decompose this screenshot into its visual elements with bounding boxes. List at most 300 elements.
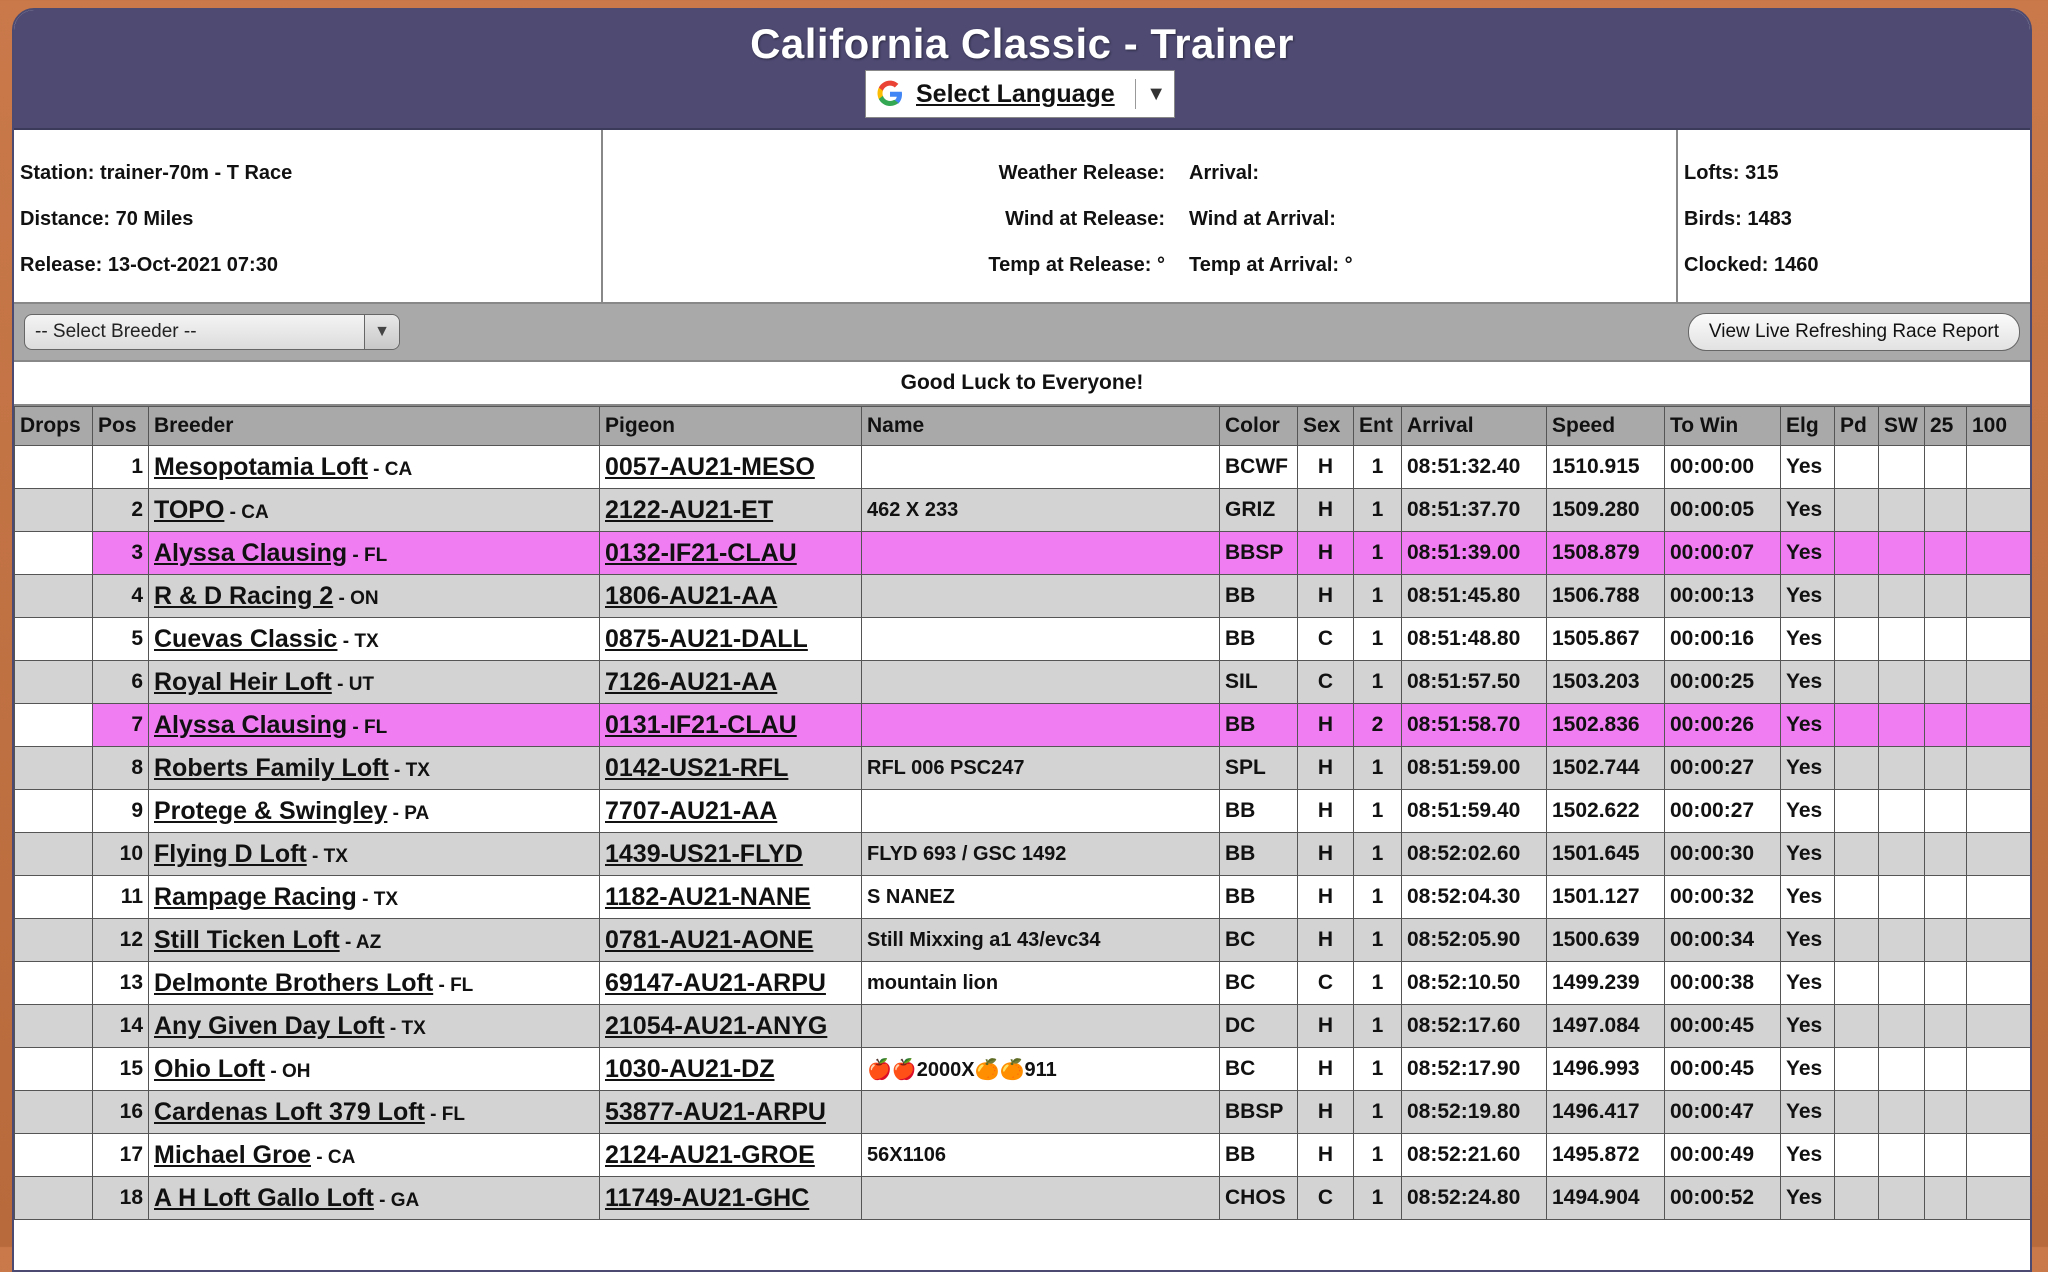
pigeon-link[interactable]: 0132-IF21-CLAU bbox=[605, 538, 797, 567]
birds-count: Birds: 1483 bbox=[1684, 208, 1792, 230]
page-header bbox=[14, 10, 2030, 130]
eligible-cell: Yes bbox=[1781, 704, 1835, 747]
to-win-cell: 00:00:26 bbox=[1665, 704, 1781, 747]
position-cell: 1 bbox=[93, 446, 149, 489]
pigeon-link[interactable]: 0131-IF21-CLAU bbox=[605, 710, 797, 739]
pd-cell bbox=[1835, 1005, 1879, 1048]
drops-cell bbox=[15, 661, 93, 704]
arrival-cell: 08:52:02.60 bbox=[1402, 833, 1547, 876]
sex-cell: H bbox=[1298, 1091, 1354, 1134]
name-cell: 56X1106 bbox=[862, 1134, 1220, 1177]
sex-cell: H bbox=[1298, 532, 1354, 575]
pigeon-cell bbox=[600, 661, 862, 704]
arrival-cell: 08:52:05.90 bbox=[1402, 919, 1547, 962]
entry-cell: 1 bbox=[1354, 575, 1402, 618]
breeder-cell: TOPO - CA bbox=[149, 489, 600, 532]
col-100-cell bbox=[1967, 532, 2031, 575]
position-cell: 8 bbox=[93, 747, 149, 790]
wind-arrival-label: Wind at Arrival: bbox=[1189, 208, 1336, 230]
color-cell: SIL bbox=[1220, 661, 1298, 704]
breeder-state: OH bbox=[281, 1060, 311, 1082]
speed-cell: 1496.993 bbox=[1547, 1048, 1665, 1091]
pigeon-cell bbox=[600, 747, 862, 790]
breeder-link[interactable]: Cuevas Classic bbox=[154, 624, 338, 653]
eligible-cell: Yes bbox=[1781, 790, 1835, 833]
pigeon-link[interactable]: 7126-AU21-AA bbox=[605, 667, 778, 696]
pd-cell bbox=[1835, 962, 1879, 1005]
pigeon-link[interactable]: 7707-AU21-AA bbox=[605, 796, 778, 825]
arrival-cell: 08:51:37.70 bbox=[1402, 489, 1547, 532]
speed-cell: 1503.203 bbox=[1547, 661, 1665, 704]
pd-cell bbox=[1835, 919, 1879, 962]
to-win-cell: 00:00:34 bbox=[1665, 919, 1781, 962]
sw-cell bbox=[1879, 1048, 1925, 1091]
sex-cell: H bbox=[1298, 833, 1354, 876]
google-g-icon bbox=[874, 78, 906, 110]
column-header: To Win bbox=[1665, 407, 1781, 446]
column-header: Pos bbox=[93, 407, 149, 446]
position-cell: 12 bbox=[93, 919, 149, 962]
pd-cell bbox=[1835, 1048, 1879, 1091]
table-row bbox=[15, 704, 2031, 747]
color-cell: BB bbox=[1220, 618, 1298, 661]
pigeon-cell bbox=[600, 1177, 862, 1220]
breeder-link[interactable]: TOPO bbox=[154, 495, 225, 524]
col-25-cell bbox=[1925, 661, 1967, 704]
pigeon-cell bbox=[600, 1048, 862, 1091]
breeder-state: TX bbox=[405, 759, 430, 781]
pigeon-link[interactable]: 0781-AU21-AONE bbox=[605, 925, 814, 954]
entry-cell: 1 bbox=[1354, 618, 1402, 661]
to-win-cell: 00:00:38 bbox=[1665, 962, 1781, 1005]
color-cell: BBSP bbox=[1220, 1091, 1298, 1134]
column-header: Color bbox=[1220, 407, 1298, 446]
speed-cell: 1500.639 bbox=[1547, 919, 1665, 962]
breeder-state: UT bbox=[348, 673, 375, 695]
breeder-state: FL bbox=[364, 544, 388, 566]
breeder-state: FL bbox=[441, 1103, 465, 1125]
speed-cell: 1501.127 bbox=[1547, 876, 1665, 919]
breeder-select[interactable] bbox=[24, 314, 400, 350]
pigeon-link[interactable]: 1182-AU21-NANE bbox=[605, 882, 811, 911]
eligible-cell: Yes bbox=[1781, 446, 1835, 489]
position-cell: 14 bbox=[93, 1005, 149, 1048]
position-cell: 11 bbox=[93, 876, 149, 919]
pd-cell bbox=[1835, 489, 1879, 532]
drops-cell bbox=[15, 876, 93, 919]
pigeon-link[interactable]: 1806-AU21-AA bbox=[605, 581, 778, 610]
pigeon-cell bbox=[600, 575, 862, 618]
pd-cell bbox=[1835, 661, 1879, 704]
position-cell: 3 bbox=[93, 532, 149, 575]
chevron-down-icon[interactable]: ▼ bbox=[1135, 79, 1166, 109]
breeder-cell: Alyssa Clausing - FL bbox=[149, 704, 600, 747]
name-cell bbox=[862, 1177, 1220, 1220]
color-cell: BBSP bbox=[1220, 532, 1298, 575]
name-cell bbox=[862, 704, 1220, 747]
breeder-link[interactable]: Rampage Racing bbox=[154, 882, 357, 911]
col-100-cell bbox=[1967, 618, 2031, 661]
column-header: Arrival bbox=[1402, 407, 1547, 446]
breeder-link[interactable]: A H Loft Gallo Loft bbox=[154, 1183, 374, 1212]
pd-cell bbox=[1835, 833, 1879, 876]
message-banner: Good Luck to Everyone! bbox=[14, 362, 2030, 406]
sex-cell: H bbox=[1298, 489, 1354, 532]
entry-cell: 1 bbox=[1354, 919, 1402, 962]
column-header: Breeder bbox=[149, 407, 600, 446]
eligible-cell: Yes bbox=[1781, 833, 1835, 876]
speed-cell: 1495.872 bbox=[1547, 1134, 1665, 1177]
col-25-cell bbox=[1925, 747, 1967, 790]
col-25-cell bbox=[1925, 1005, 1967, 1048]
col-100-cell bbox=[1967, 790, 2031, 833]
sex-cell: H bbox=[1298, 446, 1354, 489]
table-row bbox=[15, 575, 2031, 618]
eligible-cell: Yes bbox=[1781, 1177, 1835, 1220]
speed-cell: 1505.867 bbox=[1547, 618, 1665, 661]
chevron-down-icon[interactable]: ▼ bbox=[364, 315, 399, 349]
col-25-cell bbox=[1925, 790, 1967, 833]
breeder-cell: Flying D Loft - TX bbox=[149, 833, 600, 876]
speed-cell: 1499.239 bbox=[1547, 962, 1665, 1005]
pd-cell bbox=[1835, 1177, 1879, 1220]
name-cell bbox=[862, 661, 1220, 704]
breeder-link[interactable]: R & D Racing 2 bbox=[154, 581, 334, 610]
breeder-cell: R & D Racing 2 - ON bbox=[149, 575, 600, 618]
drops-cell bbox=[15, 919, 93, 962]
col-100-cell bbox=[1967, 1091, 2031, 1134]
name-cell: 462 X 233 bbox=[862, 489, 1220, 532]
position-cell: 6 bbox=[93, 661, 149, 704]
breeder-cell: Any Given Day Loft - TX bbox=[149, 1005, 600, 1048]
sex-cell: H bbox=[1298, 747, 1354, 790]
entry-cell: 1 bbox=[1354, 1091, 1402, 1134]
column-header: SW bbox=[1879, 407, 1925, 446]
breeder-state: ON bbox=[350, 587, 379, 609]
breeder-link[interactable]: Alyssa Clausing bbox=[154, 710, 348, 739]
sex-cell: H bbox=[1298, 575, 1354, 618]
breeder-cell: Alyssa Clausing - FL bbox=[149, 532, 600, 575]
pigeon-cell bbox=[600, 1005, 862, 1048]
col-25-cell bbox=[1925, 575, 1967, 618]
column-header: Elg bbox=[1781, 407, 1835, 446]
pd-cell bbox=[1835, 747, 1879, 790]
table-row bbox=[15, 790, 2031, 833]
table-row bbox=[15, 1091, 2031, 1134]
breeder-select-value[interactable]: -- Select Breeder -- bbox=[35, 321, 197, 342]
color-cell: GRIZ bbox=[1220, 489, 1298, 532]
to-win-cell: 00:00:45 bbox=[1665, 1005, 1781, 1048]
pigeon-link[interactable]: 1439-US21-FLYD bbox=[605, 839, 803, 868]
position-cell: 16 bbox=[93, 1091, 149, 1134]
arrival-cell: 08:51:39.00 bbox=[1402, 532, 1547, 575]
col-100-cell bbox=[1967, 919, 2031, 962]
sex-cell: H bbox=[1298, 876, 1354, 919]
sw-cell bbox=[1879, 532, 1925, 575]
breeder-cell: Delmonte Brothers Loft - FL bbox=[149, 962, 600, 1005]
col-100-cell bbox=[1967, 1134, 2031, 1177]
eligible-cell: Yes bbox=[1781, 1134, 1835, 1177]
col-25-cell bbox=[1925, 1091, 1967, 1134]
pigeon-cell bbox=[600, 704, 862, 747]
race-info-left bbox=[14, 130, 603, 302]
color-cell: BC bbox=[1220, 919, 1298, 962]
name-cell bbox=[862, 446, 1220, 489]
color-cell: BB bbox=[1220, 575, 1298, 618]
live-report-button[interactable]: View Live Refreshing Race Report bbox=[1688, 313, 2020, 351]
toolbar bbox=[14, 304, 2030, 362]
column-header: Sex bbox=[1298, 407, 1354, 446]
to-win-cell: 00:00:49 bbox=[1665, 1134, 1781, 1177]
entry-cell: 1 bbox=[1354, 833, 1402, 876]
to-win-cell: 00:00:27 bbox=[1665, 747, 1781, 790]
col-100-cell bbox=[1967, 1005, 2031, 1048]
entry-cell: 1 bbox=[1354, 962, 1402, 1005]
sex-cell: C bbox=[1298, 1177, 1354, 1220]
table-row bbox=[15, 532, 2031, 575]
breeder-cell: Mesopotamia Loft - CA bbox=[149, 446, 600, 489]
pigeon-cell bbox=[600, 1134, 862, 1177]
name-cell bbox=[862, 532, 1220, 575]
table-header-row bbox=[15, 407, 2031, 446]
col-100-cell bbox=[1967, 575, 2031, 618]
breeder-link[interactable]: Royal Heir Loft bbox=[154, 667, 332, 696]
to-win-cell: 00:00:47 bbox=[1665, 1091, 1781, 1134]
breeder-state: FL bbox=[450, 974, 474, 996]
col-25-cell bbox=[1925, 1048, 1967, 1091]
speed-cell: 1494.904 bbox=[1547, 1177, 1665, 1220]
pigeon-cell bbox=[600, 532, 862, 575]
pigeon-link[interactable]: 21054-AU21-ANYG bbox=[605, 1011, 828, 1040]
sw-cell bbox=[1879, 575, 1925, 618]
name-cell bbox=[862, 618, 1220, 661]
arrival-cell: 08:52:17.90 bbox=[1402, 1048, 1547, 1091]
page-title: California Classic - Trainer bbox=[750, 20, 1294, 67]
breeder-state: GA bbox=[390, 1189, 420, 1211]
temp-arrival-label: Temp at Arrival: ° bbox=[1189, 254, 1353, 276]
breeder-cell: Ohio Loft - OH bbox=[149, 1048, 600, 1091]
clocked-count: Clocked: 1460 bbox=[1684, 254, 1819, 276]
entry-cell: 1 bbox=[1354, 747, 1402, 790]
language-label[interactable]: Select Language bbox=[916, 79, 1115, 108]
name-cell bbox=[862, 575, 1220, 618]
table-row bbox=[15, 962, 2031, 1005]
position-cell: 10 bbox=[93, 833, 149, 876]
breeder-link[interactable]: Roberts Family Loft bbox=[154, 753, 389, 782]
col-100-cell bbox=[1967, 446, 2031, 489]
pigeon-link[interactable]: 11749-AU21-GHC bbox=[605, 1183, 810, 1212]
pigeon-link[interactable]: 1030-AU21-DZ bbox=[605, 1054, 775, 1083]
table-row bbox=[15, 747, 2031, 790]
sw-cell bbox=[1879, 1134, 1925, 1177]
drops-cell bbox=[15, 747, 93, 790]
breeder-link[interactable]: Still Ticken Loft bbox=[154, 925, 340, 954]
name-cell bbox=[862, 1091, 1220, 1134]
name-cell bbox=[862, 1005, 1220, 1048]
drops-cell bbox=[15, 1048, 93, 1091]
sw-cell bbox=[1879, 1005, 1925, 1048]
arrival-cell: 08:51:32.40 bbox=[1402, 446, 1547, 489]
col-25-cell bbox=[1925, 833, 1967, 876]
eligible-cell: Yes bbox=[1781, 661, 1835, 704]
drops-cell bbox=[15, 618, 93, 661]
arrival-cell: 08:51:58.70 bbox=[1402, 704, 1547, 747]
color-cell: BC bbox=[1220, 962, 1298, 1005]
entry-cell: 1 bbox=[1354, 876, 1402, 919]
to-win-cell: 00:00:45 bbox=[1665, 1048, 1781, 1091]
col-100-cell bbox=[1967, 747, 2031, 790]
table-row bbox=[15, 661, 2031, 704]
drops-cell bbox=[15, 1177, 93, 1220]
pd-cell bbox=[1835, 575, 1879, 618]
to-win-cell: 00:00:52 bbox=[1665, 1177, 1781, 1220]
table-row bbox=[15, 919, 2031, 962]
eligible-cell: Yes bbox=[1781, 962, 1835, 1005]
breeder-cell: Cuevas Classic - TX bbox=[149, 618, 600, 661]
breeder-link[interactable]: Ohio Loft bbox=[154, 1054, 266, 1083]
breeder-link[interactable]: Any Given Day Loft bbox=[154, 1011, 385, 1040]
entry-cell: 1 bbox=[1354, 790, 1402, 833]
col-100-cell bbox=[1967, 489, 2031, 532]
drops-cell bbox=[15, 1091, 93, 1134]
col-100-cell bbox=[1967, 661, 2031, 704]
arrival-cell: 08:51:48.80 bbox=[1402, 618, 1547, 661]
eligible-cell: Yes bbox=[1781, 1005, 1835, 1048]
sw-cell bbox=[1879, 661, 1925, 704]
distance-text: Distance: 70 Miles bbox=[20, 208, 194, 230]
race-stats bbox=[1678, 130, 2030, 302]
sw-cell bbox=[1879, 962, 1925, 1005]
col-25-cell bbox=[1925, 618, 1967, 661]
column-header: Speed bbox=[1547, 407, 1665, 446]
col-25-cell bbox=[1925, 1177, 1967, 1220]
pigeon-link[interactable]: 69147-AU21-ARPU bbox=[605, 968, 826, 997]
name-cell: mountain lion bbox=[862, 962, 1220, 1005]
drops-cell bbox=[15, 446, 93, 489]
breeder-cell: Still Ticken Loft - AZ bbox=[149, 919, 600, 962]
sw-cell bbox=[1879, 790, 1925, 833]
pd-cell bbox=[1835, 446, 1879, 489]
sw-cell bbox=[1879, 489, 1925, 532]
speed-cell: 1506.788 bbox=[1547, 575, 1665, 618]
breeder-link[interactable]: Cardenas Loft 379 Loft bbox=[154, 1097, 425, 1126]
name-cell bbox=[862, 790, 1220, 833]
breeder-cell: Cardenas Loft 379 Loft - FL bbox=[149, 1091, 600, 1134]
speed-cell: 1497.084 bbox=[1547, 1005, 1665, 1048]
to-win-cell: 00:00:00 bbox=[1665, 446, 1781, 489]
table-row bbox=[15, 446, 2031, 489]
speed-cell: 1502.744 bbox=[1547, 747, 1665, 790]
eligible-cell: Yes bbox=[1781, 876, 1835, 919]
sex-cell: H bbox=[1298, 790, 1354, 833]
speed-cell: 1501.645 bbox=[1547, 833, 1665, 876]
sw-cell bbox=[1879, 919, 1925, 962]
entry-cell: 1 bbox=[1354, 1005, 1402, 1048]
breeder-cell: A H Loft Gallo Loft - GA bbox=[149, 1177, 600, 1220]
to-win-cell: 00:00:32 bbox=[1665, 876, 1781, 919]
name-cell: 🍎🍎2000X🍊🍊911 bbox=[862, 1048, 1220, 1091]
to-win-cell: 00:00:25 bbox=[1665, 661, 1781, 704]
breeder-link[interactable]: Delmonte Brothers Loft bbox=[154, 968, 434, 997]
column-header: Drops bbox=[15, 407, 93, 446]
pd-cell bbox=[1835, 790, 1879, 833]
eligible-cell: Yes bbox=[1781, 532, 1835, 575]
to-win-cell: 00:00:13 bbox=[1665, 575, 1781, 618]
pigeon-link[interactable]: 2122-AU21-ET bbox=[605, 495, 774, 524]
pigeon-cell bbox=[600, 919, 862, 962]
table-row bbox=[15, 833, 2031, 876]
name-cell: FLYD 693 / GSC 1492 bbox=[862, 833, 1220, 876]
position-cell: 4 bbox=[93, 575, 149, 618]
sw-cell bbox=[1879, 833, 1925, 876]
sex-cell: H bbox=[1298, 1005, 1354, 1048]
column-header: 100 bbox=[1967, 407, 2031, 446]
breeder-cell: Michael Groe - CA bbox=[149, 1134, 600, 1177]
sw-cell bbox=[1879, 1091, 1925, 1134]
breeder-link[interactable]: Alyssa Clausing bbox=[154, 538, 348, 567]
drops-cell bbox=[15, 790, 93, 833]
temp-release-label: Temp at Release: ° bbox=[988, 254, 1165, 276]
breeder-state: CA bbox=[384, 458, 413, 480]
column-header: Pd bbox=[1835, 407, 1879, 446]
drops-cell bbox=[15, 1134, 93, 1177]
col-100-cell bbox=[1967, 833, 2031, 876]
pigeon-cell bbox=[600, 876, 862, 919]
name-cell: S NANEZ bbox=[862, 876, 1220, 919]
pigeon-link[interactable]: 0142-US21-RFL bbox=[605, 753, 789, 782]
sex-cell: H bbox=[1298, 704, 1354, 747]
breeder-link[interactable]: Protege & Swingley bbox=[154, 796, 388, 825]
position-cell: 5 bbox=[93, 618, 149, 661]
breeder-link[interactable]: Flying D Loft bbox=[154, 839, 307, 868]
position-cell: 13 bbox=[93, 962, 149, 1005]
position-cell: 7 bbox=[93, 704, 149, 747]
drops-cell bbox=[15, 833, 93, 876]
color-cell: BB bbox=[1220, 833, 1298, 876]
to-win-cell: 00:00:30 bbox=[1665, 833, 1781, 876]
eligible-cell: Yes bbox=[1781, 919, 1835, 962]
speed-cell: 1508.879 bbox=[1547, 532, 1665, 575]
eligible-cell: Yes bbox=[1781, 489, 1835, 532]
pigeon-link[interactable]: 0875-AU21-DALL bbox=[605, 624, 808, 653]
arrival-cell: 08:52:24.80 bbox=[1402, 1177, 1547, 1220]
language-selector[interactable] bbox=[865, 70, 1175, 118]
breeder-state: CA bbox=[327, 1146, 356, 1168]
breeder-link[interactable]: Mesopotamia Loft bbox=[154, 452, 368, 481]
entry-cell: 1 bbox=[1354, 661, 1402, 704]
speed-cell: 1509.280 bbox=[1547, 489, 1665, 532]
pigeon-link[interactable]: 0057-AU21-MESO bbox=[605, 452, 815, 481]
column-header: Name bbox=[862, 407, 1220, 446]
drops-cell bbox=[15, 575, 93, 618]
pigeon-link[interactable]: 2124-AU21-GROE bbox=[605, 1140, 815, 1169]
arrival-cell: 08:51:57.50 bbox=[1402, 661, 1547, 704]
breeder-state: TX bbox=[401, 1017, 426, 1039]
table-row bbox=[15, 1048, 2031, 1091]
position-cell: 9 bbox=[93, 790, 149, 833]
breeder-state: AZ bbox=[355, 931, 382, 953]
breeder-link[interactable]: Michael Groe bbox=[154, 1140, 311, 1169]
col-25-cell bbox=[1925, 446, 1967, 489]
pigeon-link[interactable]: 53877-AU21-ARPU bbox=[605, 1097, 826, 1126]
sw-cell bbox=[1879, 704, 1925, 747]
results-table bbox=[14, 406, 2031, 1220]
table-row bbox=[15, 489, 2031, 532]
arrival-cell: 08:52:17.60 bbox=[1402, 1005, 1547, 1048]
pigeon-cell bbox=[600, 833, 862, 876]
table-row bbox=[15, 618, 2031, 661]
arrival-cell: 08:52:04.30 bbox=[1402, 876, 1547, 919]
